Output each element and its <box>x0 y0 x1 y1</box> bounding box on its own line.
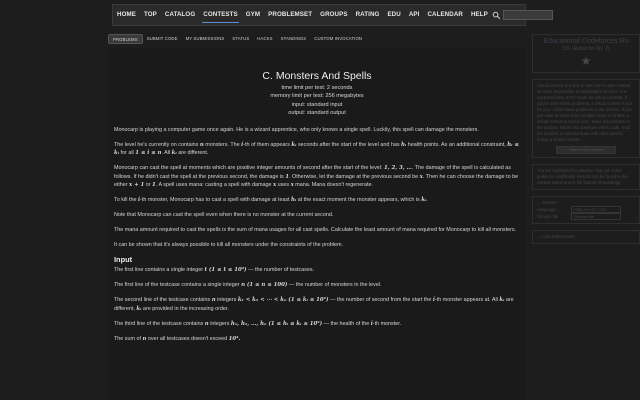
nav-item-contests[interactable]: CONTESTS <box>199 4 242 26</box>
text: monsters. The <box>203 142 242 149</box>
text: . Otherwise, let the damage at the previous second be <box>289 173 420 180</box>
subnav-item-standings[interactable]: STANDINGS <box>280 36 307 41</box>
time-limit: time limit per test: 2 seconds <box>281 85 353 91</box>
language-row <box>537 206 635 213</box>
text: are provided in the increasing order. <box>141 305 229 312</box>
input-line-3 <box>114 296 520 312</box>
choose-file-label: Choose file: <box>537 214 560 219</box>
memory-limit: memory limit per test: 256 megabytes <box>270 93 364 100</box>
input-line-5 <box>114 335 520 343</box>
math: n <box>211 297 216 304</box>
nav-item-help[interactable]: HELP <box>470 11 488 18</box>
nav-item-rating[interactable]: RATING <box>355 11 380 18</box>
math: i <box>137 196 141 203</box>
input-line-4 <box>114 320 520 328</box>
text: . <box>426 196 428 203</box>
problem-statement-panel <box>108 48 526 400</box>
nav-item-groups[interactable]: GROUPS <box>320 11 348 18</box>
search-input[interactable] <box>503 10 553 20</box>
math: x <box>419 173 423 180</box>
text: -th of them appears <box>243 142 292 149</box>
math: 1 <box>152 181 156 188</box>
text: The first line contains a single integer <box>114 267 205 274</box>
subnav-item-status[interactable]: STATUS <box>232 36 250 41</box>
text: The second line of the testcase contains <box>114 297 212 304</box>
text: integers <box>215 297 238 304</box>
text: seconds after the start of the level and has <box>296 142 402 149</box>
math: i <box>241 142 244 149</box>
math: n <box>204 320 209 327</box>
math: 1 <box>285 173 289 180</box>
file-row <box>537 213 635 220</box>
math: x <box>272 181 277 188</box>
text: . All <box>161 150 172 157</box>
text: The third line of the testcase contains <box>114 320 205 327</box>
contest-title[interactable]: Educational Codeforces Ro <box>543 38 629 45</box>
math: n <box>142 335 147 342</box>
statement-paragraph-1: Monocarp is playing a computer game once again. He is a wizard apprentice, who only knows a single spell. Luckily, this spell can damage the monsters. <box>114 127 479 134</box>
statement-paragraph-7: It can be shown that it's always possible to kill all monsters under the constraints of the problem. <box>114 242 344 249</box>
text: The level he's currently on contains <box>114 142 200 149</box>
text: The first line of the testcase contains a single integer <box>114 282 242 289</box>
subnav-item-hacks[interactable]: HACKS <box>257 36 273 41</box>
text: over all testcases doesn't exceed <box>146 335 229 342</box>
math: hᵢ ≤ kᵢ <box>114 142 519 157</box>
text: . The damage of the spell is calculated as follows. If he didn't cast the spell at the previous second, the damage is <box>114 165 511 180</box>
subnav-item-my-submissions[interactable]: MY SUBMISSIONS <box>185 36 225 41</box>
math: kᵢ <box>136 305 142 312</box>
practice-note: You are registered for practice. You can solve problems unofficially. Results can be found in the contest status and in the bottom of standings. <box>537 168 628 185</box>
math: x + 1 <box>128 181 145 188</box>
text: — the health of the <box>322 320 371 327</box>
text: . Then he can choose the damage to be either <box>114 173 519 188</box>
virtual-contest-description: Virtual contest is a way to take part in past contest, as close as possible to participation on time. It is supported only ICPC mode for virtual contests. If you've seen these problems, a virtual contest is not for you - solve these problems in the archive. If you just want to solve some problem from a contest, a virtual contest is not for you - solve this problem in the archive. Never use someone else's code, read the tutorials or communicate with other person during a virtual contest. <box>537 83 632 142</box>
search-icon[interactable] <box>492 11 501 20</box>
statement-paragraph-6: The mana amount required to cast the spells is the sum of mana usages for all cast spells. Calculate the least amount of mana required for Monocarp to kill all monsters. <box>114 226 517 233</box>
nav-item-top[interactable]: TOP <box>143 11 157 18</box>
language-label: Language: <box>537 207 557 212</box>
statement-paragraph-3 <box>114 164 520 188</box>
text: or <box>144 181 153 188</box>
problem-title: C. Monsters And Spells <box>262 70 372 82</box>
math: 10⁴. <box>228 335 241 342</box>
math: t (1 ≤ t ≤ 10⁴) <box>204 267 247 274</box>
virtual-contest-info <box>532 79 640 158</box>
input-line-2 <box>114 281 520 289</box>
text: — the number of testcases. <box>246 267 315 274</box>
text: mana. Mana doesn't regenerate. <box>293 181 374 188</box>
nav-item-catalog[interactable]: CATALOG <box>164 11 196 18</box>
subnav-item-custom-invocation[interactable]: CUSTOM INVOCATION <box>314 36 363 41</box>
subnav-item-problems[interactable]: PROBLEMS <box>108 34 143 44</box>
text: — the number of monsters in the level. <box>287 282 382 289</box>
nav-item-gym[interactable]: GYM <box>245 11 261 18</box>
math: n (1 ≤ n ≤ 100) <box>241 282 288 289</box>
search-area <box>492 10 553 20</box>
input-line-1 <box>114 266 520 274</box>
nav-item-calendar[interactable]: CALENDAR <box>427 11 463 18</box>
contest-subtitle: 131 (Rated for Div. 2) <box>562 46 610 52</box>
problem-header <box>114 70 520 117</box>
text: — the number of second from the start the <box>328 297 433 304</box>
submit-box <box>532 196 640 224</box>
nav-item-home[interactable]: HOME <box>117 11 136 18</box>
math: x <box>290 181 294 188</box>
math: 1, 2, 3, … <box>383 165 412 172</box>
choose-file-button[interactable]: Choose file <box>571 213 621 220</box>
text: . A spell uses mana: casting a spell with damage <box>155 181 273 188</box>
output-file: output: standard output <box>288 109 346 116</box>
math: n <box>199 142 204 149</box>
text: for all <box>119 150 136 157</box>
statement-paragraph-2 <box>114 141 520 157</box>
math: kᵢ <box>499 297 505 304</box>
input-section-title: Input <box>114 255 133 265</box>
text: uses <box>276 181 291 188</box>
star-icon[interactable]: ★ <box>580 54 592 68</box>
submit-title: → Submit? <box>537 200 558 205</box>
practice-note-box <box>532 164 640 190</box>
statement-paragraph-4 <box>114 196 520 204</box>
text: The sum of <box>114 335 143 342</box>
input-file: input: standard input <box>291 101 343 108</box>
virtual-contest-box <box>532 34 640 73</box>
math: kᵢ <box>171 150 177 157</box>
problem-body <box>114 126 520 343</box>
text: -th monster appears at. All <box>434 297 500 304</box>
math: 1 ≤ i ≤ n <box>135 150 162 157</box>
math: kᵢ <box>291 142 297 149</box>
math: kᵢ <box>421 196 427 203</box>
nav-item-edu[interactable]: EDU <box>387 11 401 18</box>
text: are different, <box>114 297 514 312</box>
math: hᵢ <box>291 196 297 203</box>
math: hᵢ <box>401 142 407 149</box>
text: Monocarp can cast the spell at moments which are positive integer amounts of second after the start of the level: <box>114 165 384 172</box>
text: -th monster. <box>372 320 402 327</box>
math: i <box>432 297 435 304</box>
text: integers <box>208 320 231 327</box>
top-navigation <box>112 4 526 26</box>
nav-item-problemset[interactable]: PROBLEMSET <box>268 11 313 18</box>
text: -th monster, Monocarp has to cast a spell with damage at least <box>140 196 292 203</box>
language-select[interactable]: GNU G++17 7.3.0 <box>571 206 621 213</box>
subnav-item-submit-code[interactable]: SUBMIT CODE <box>146 36 178 41</box>
nav-item-api[interactable]: API <box>408 11 420 18</box>
statement-paragraph-5: Note that Monocarp can cast the spell even when there is no monster at the current second. <box>114 211 334 218</box>
last-submissions-box <box>532 230 640 244</box>
math: i <box>370 320 373 327</box>
text: To kill the <box>114 196 138 203</box>
text: health points. As an additional constraint, <box>406 142 508 149</box>
math: h₁, h₂, …, hₙ (1 ≤ hᵢ ≤ kᵢ ≤ 10⁹) <box>230 320 323 327</box>
text: at the exact moment the monster appears, which is <box>296 196 422 203</box>
last-submissions-title: → Last submissions <box>537 234 575 239</box>
text: are different. <box>176 150 209 157</box>
right-sidebar <box>532 34 640 400</box>
contest-subnav <box>108 34 366 44</box>
start-virtual-contest-button[interactable]: Start virtual contest <box>556 146 616 154</box>
math: k₁ < k₂ < ⋯ < kₙ (1 ≤ kᵢ ≤ 10⁹) <box>237 297 329 304</box>
